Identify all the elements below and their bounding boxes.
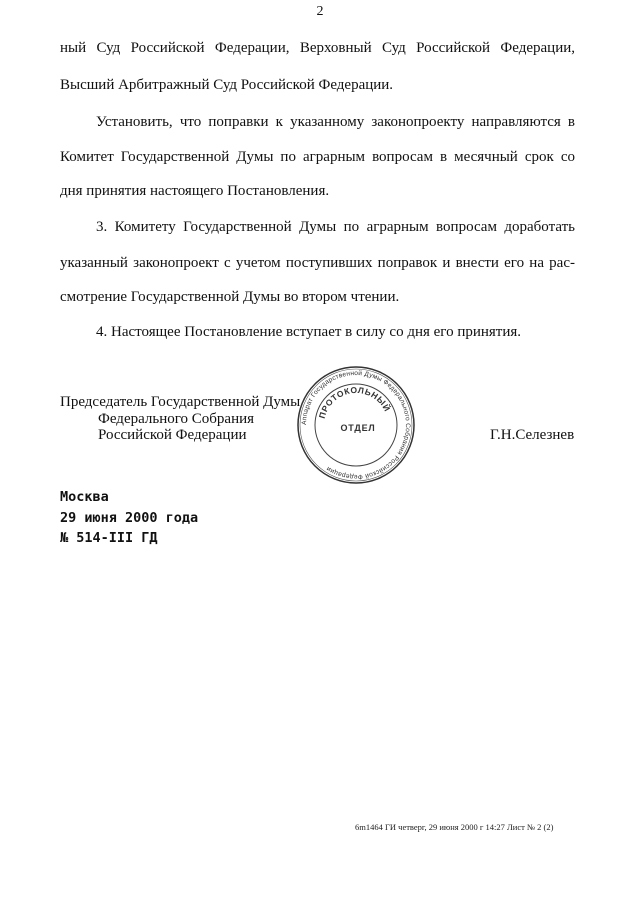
paragraph-3-line-1: 3. Комитету Государственной Думы по аграрным вопросам доработать xyxy=(96,219,575,235)
stamp-outer-text: Аппарат Государственной Думы Федерального Собрания Российской Федерации xyxy=(300,369,412,481)
signatory-title-line-2: Федерального Собрания xyxy=(98,411,255,427)
document-date: 29 июня 2000 года xyxy=(60,510,199,526)
page-number: 2 xyxy=(316,4,324,19)
place-city: Москва xyxy=(60,489,109,505)
paragraph-3-line-3: смотрение Государственной Думы во втором чтении. xyxy=(60,289,400,305)
stamp-inner-text: ПРОТОКОЛЬНЫЙ xyxy=(316,384,393,420)
paragraph-4-line-1: 4. Настоящее Постановление вступает в силу со дня его принятия. xyxy=(96,324,522,340)
official-round-stamp xyxy=(296,365,416,485)
signatory-title-line-1: Председатель Государственной Думы xyxy=(60,394,301,410)
paragraph-1-line-2: Высший Арбитражный Суд Российской Федерации. xyxy=(60,77,394,93)
signatory-title-line-3: Российской Федерации xyxy=(98,427,247,443)
stamp-center-text: ОТДЕЛ xyxy=(340,423,376,433)
paragraph-2-line-1: Установить, что поправки к указанному законопроекту направляются в xyxy=(96,114,575,130)
document-number: № 514-III ГД xyxy=(60,530,158,546)
signatory-name: Г.Н.Селезнев xyxy=(490,427,575,443)
paragraph-2-line-2: Комитет Государственной Думы по аграрным вопросам в месячный срок со xyxy=(60,149,575,165)
paragraph-3-line-2: указанный законопроект с учетом поступивших поправок и внести его на рас- xyxy=(60,255,575,271)
paragraph-1-line-1: ный Суд Российской Федерации, Верховный Суд Российской Федерации, xyxy=(60,40,575,56)
footer-print-info: 6m1464 ГИ четверг, 29 июня 2000 г 14:27 Лист № 2 (2) xyxy=(355,822,554,832)
paragraph-2-line-3: дня принятия настоящего Постановления. xyxy=(60,183,330,199)
